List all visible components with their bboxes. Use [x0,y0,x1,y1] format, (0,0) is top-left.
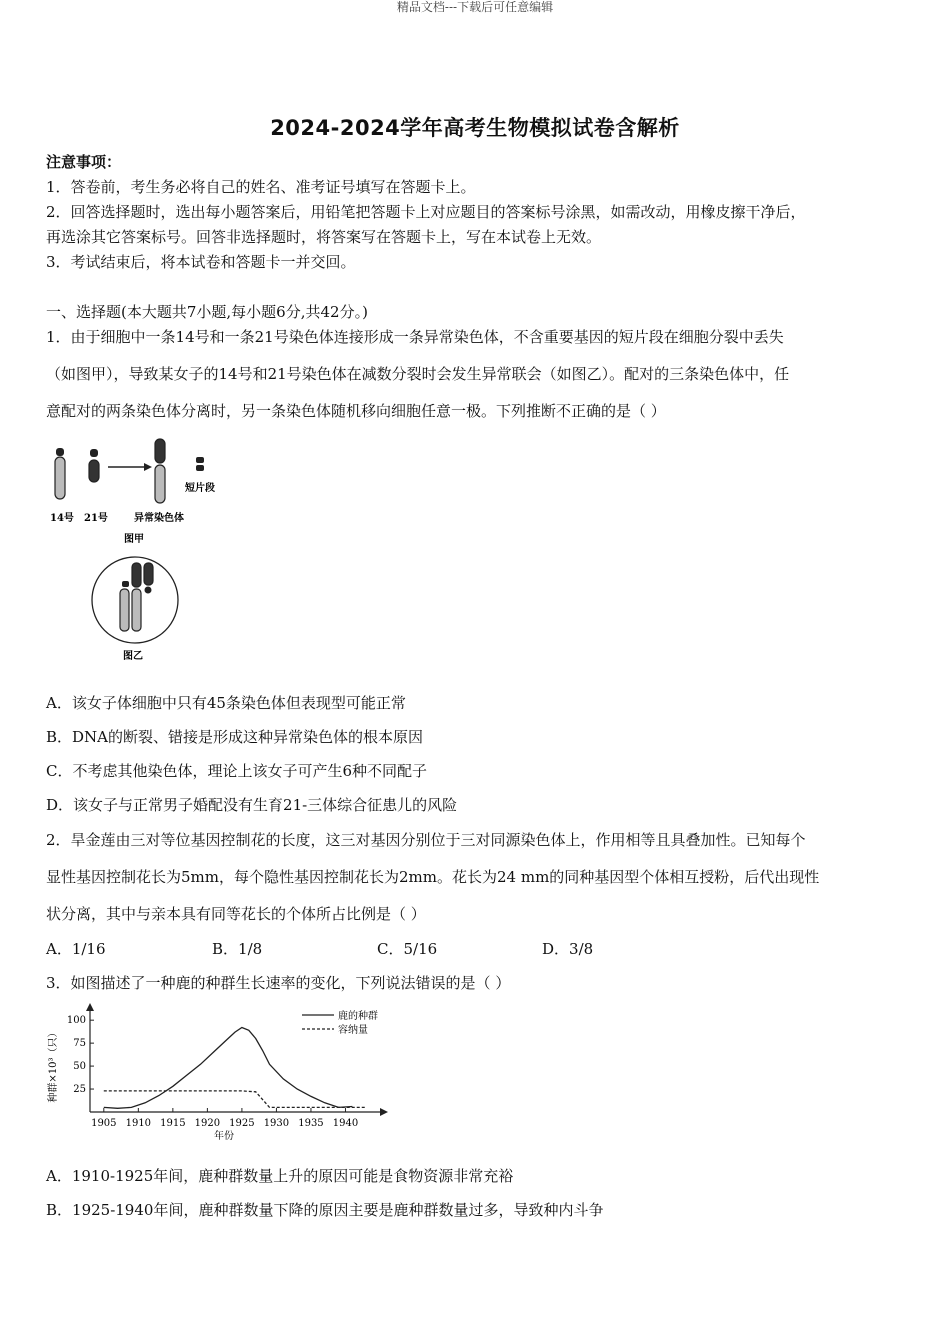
section-heading: 一、选择题(本大题共7小题,每小题6分,共42分。) [46,303,368,321]
y-tick-label: 100 [66,1015,86,1027]
q1-stem-line: 1．由于细胞中一条14号和一条21号染色体连接形成一条异常染色体，不含重要基因的短片段在细胞分裂中丢失 [46,328,784,346]
x-tick-label: 1910 [125,1118,152,1129]
chromosome-21-pair [144,563,153,585]
legend-label-population: 鹿的种群 [338,1011,378,1022]
x-tick-label: 1935 [298,1118,324,1129]
x-tick-label: 1905 [91,1118,117,1129]
y-axis-label: 种群×10³（只） [48,1027,59,1103]
abnormal-chromosome-top [155,439,165,463]
q3-option: A．1910-1925年间，鹿种群数量上升的原因可能是食物资源非常充裕 [46,1167,514,1185]
q2-option: B．1/8 [212,940,263,958]
q2-stem-line: 2．旱金莲由三对等位基因控制花的长度，这三对基因分别位于三对同源染色体上，作用相等且具叠加性。已知每个 [46,831,806,849]
figure-jia [46,435,236,547]
y-tick-label: 50 [73,1061,86,1073]
deer-population-chart [46,1003,396,1145]
q2-option: D．3/8 [542,940,594,958]
notice-item: 1．答卷前，考生务必将自己的姓名、准考证号填写在答题卡上。 [46,178,476,196]
q1-stem-line: （如图甲），导致某女子的14号和21号染色体在减数分裂时会发生异常联会（如图乙）。配对的三条染色体中，任 [46,365,790,383]
y-tick-label: 25 [73,1084,86,1096]
q2-stem-line: 显性基因控制花长为5mm，每个隐性基因控制花长为2mm。花长为24 mm的同种基因型个体相互授粉，后代出现性 [46,868,820,886]
x-tick-label: 1915 [160,1118,186,1129]
abnormal-top-pair [132,563,141,587]
x-axis-arrow [380,1108,388,1116]
label-14: 14号 [50,513,74,524]
page-header: 精品文档---下载后可任意编辑 [396,0,554,14]
chromosome-21-tip [145,587,152,594]
chromosome-14-pair [120,589,129,631]
q1-option: A．该女子体细胞中只有45条染色体但表现型可能正常 [46,694,406,712]
abnormal-chromosome-pair [132,589,141,631]
y-axis-arrow [86,1003,94,1011]
q3-stem: 3．如图描述了一种鹿的种群生长速率的变化，下列说法错误的是（ ） [46,974,511,992]
chromosome-14-top [56,448,64,456]
notice-item: 再选涂其它答案标号。回答非选择题时，将答案写在答题卡上，写在本试卷上无效。 [46,228,602,246]
legend-label-capacity: 容纳量 [338,1025,368,1036]
x-tick-label: 1920 [194,1118,221,1129]
caption-yi: 图乙 [123,651,143,662]
q2-stem-line: 状分离，其中与亲本具有同等花长的个体所占比例是（ ） [46,905,426,923]
label-abnormal: 异常染色体 [134,513,184,524]
capacity-series-line [104,1091,366,1108]
notice-heading: 注意事项： [46,153,122,171]
notice-item: 3．考试结束后，将本试卷和答题卡一并交回。 [46,253,356,271]
q1-stem-line: 意配对的两条染色体分离时，另一条染色体随机移向细胞任意一极。下列推断不正确的是（ ） [46,402,666,420]
chromosome-21 [89,460,99,482]
q1-option: D．该女子与正常男子婚配没有生育21-三体综合征患儿的风险 [46,796,458,814]
population-series-line [104,1028,353,1109]
x-tick-label: 1930 [263,1118,290,1129]
notice-item: 2．回答选择题时，选出每小题答案后，用铅笔把答题卡上对应题目的答案标号涂黑，如需改动，用橡皮擦干净后， [46,203,806,221]
q2-option: C．5/16 [377,940,438,958]
q3-option: B．1925-1940年间，鹿种群数量下降的原因主要是鹿种群数量过多，导致种内斗争 [46,1201,604,1219]
abnormal-chromosome-bottom [155,465,165,503]
label-21: 21号 [84,513,108,524]
q1-option: B．DNA的断裂、错接是形成这种异常染色体的根本原因 [46,728,424,746]
q2-option: A．1/16 [46,940,106,958]
y-tick-label: 75 [73,1038,86,1050]
chromosome-21-top [90,449,98,457]
short-segment-bottom [196,465,204,471]
chromosome-14-tip [122,581,129,587]
arrow-head [144,463,152,471]
x-tick-label: 1940 [332,1118,359,1129]
x-axis-label: 年份 [214,1131,234,1142]
figure-yi [90,555,190,665]
chromosome-14 [55,457,65,499]
label-short-segment: 短片段 [185,483,215,494]
q1-option: C．不考虑其他染色体，理论上该女子可产生6种不同配子 [46,762,428,780]
x-tick-label: 1925 [229,1118,255,1129]
short-segment-top [196,457,204,463]
page-title: 2024-2024学年高考生物模拟试卷含解析 [270,116,680,140]
caption-jia: 图甲 [124,534,144,545]
